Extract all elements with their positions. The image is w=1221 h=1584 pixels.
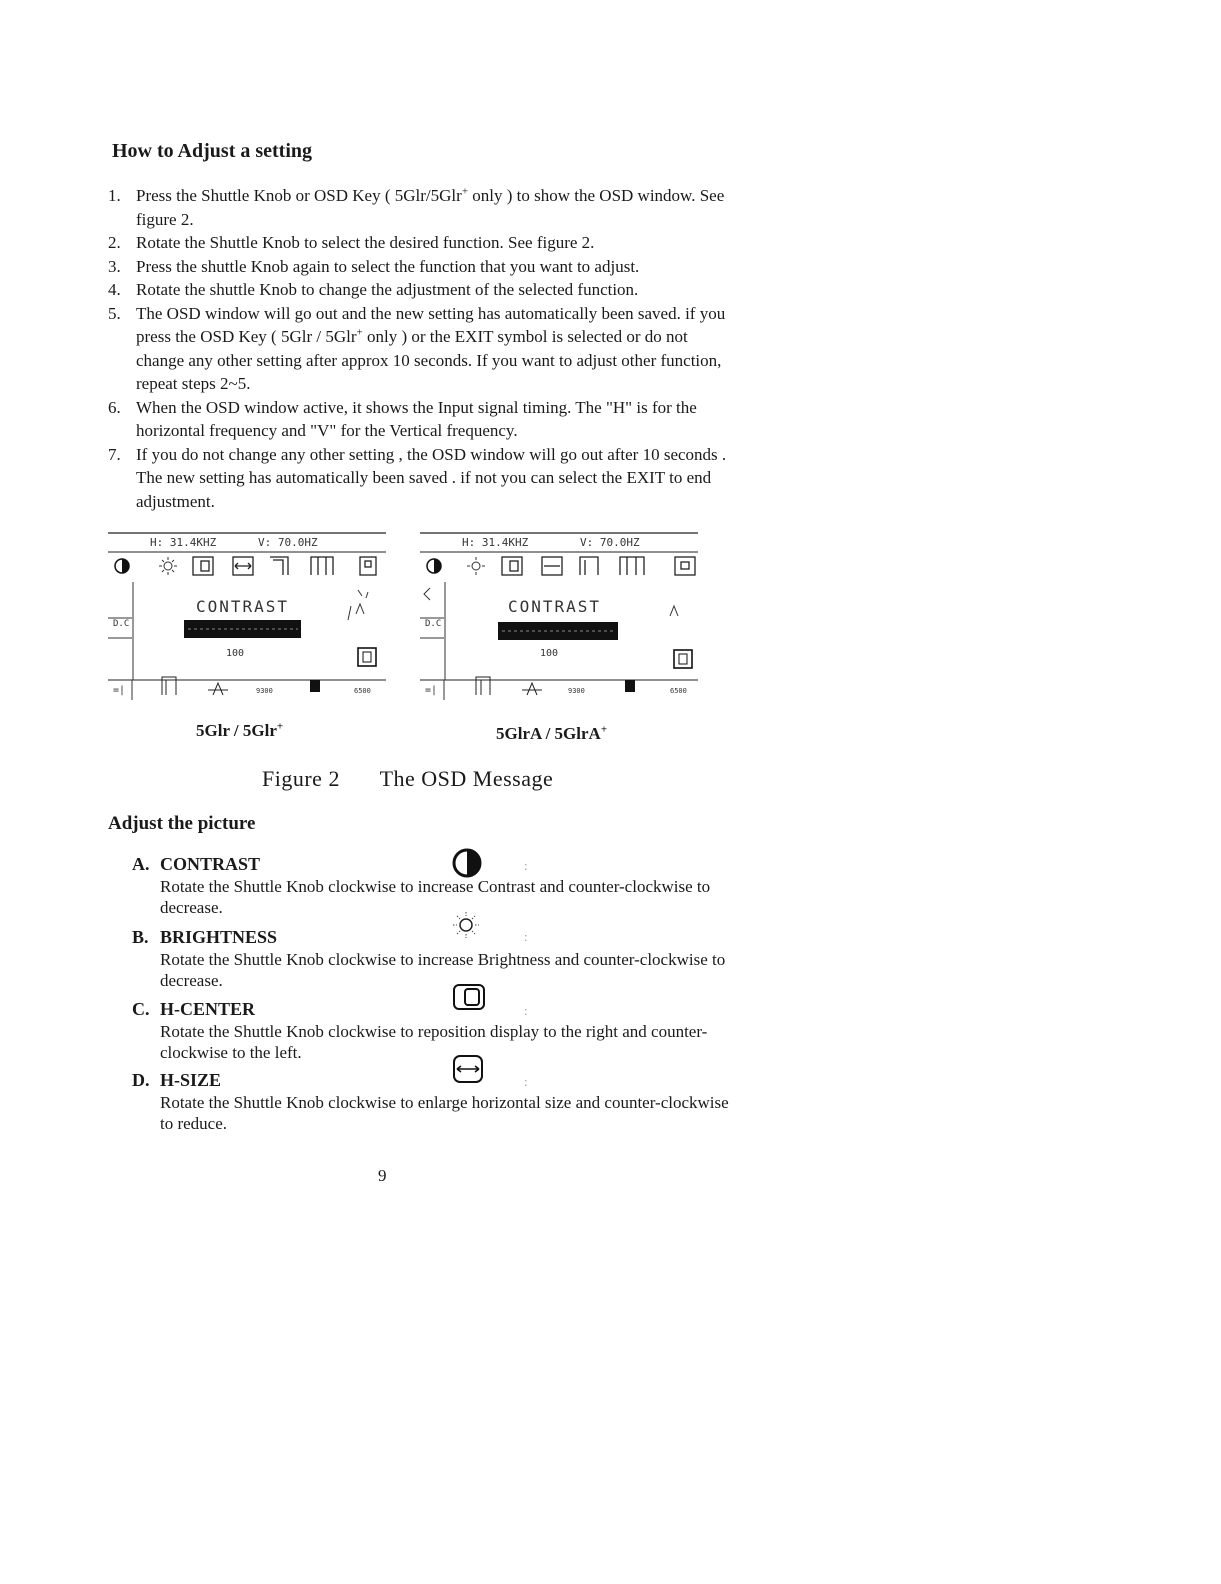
list-item: B. BRIGHTNESS Rotate the Shuttle Knob clockwise to increase Brightness and counter-clockwise to decrease. : [132, 925, 732, 997]
page-number: 9 [378, 1166, 387, 1185]
list-item: 2. Rotate the Shuttle Knob to select the desired function. See figure 2. [108, 233, 595, 252]
osd-v-frequency: V: 70.0HZ [580, 536, 640, 549]
osd-value: 100 [540, 648, 559, 659]
section-title-adjust-picture: Adjust the picture [108, 813, 256, 834]
osd-value: 100 [226, 648, 245, 659]
v-size-icon [620, 557, 644, 575]
caption-right: 5GlrA / 5GlrA+ [496, 723, 608, 743]
h-size-icon [233, 557, 253, 575]
osd-h-frequency: H: 31.4KHZ [462, 536, 529, 549]
svg-text:=|: =| [113, 685, 126, 696]
contrast-icon [427, 559, 441, 573]
osd-h-frequency: H: 31.4KHZ [150, 536, 217, 549]
brightness-icon [467, 557, 485, 575]
osd-window-5glr [108, 530, 388, 700]
contrast-icon [115, 559, 129, 573]
figure-label: Figure 2 [262, 766, 340, 791]
h-size-icon [542, 557, 562, 575]
list-item: D. H-SIZE Rotate the Shuttle Knob clockwise to enlarge horizontal size and counter-clockwise to reduce. : [132, 1068, 732, 1138]
geometry-icon [675, 557, 695, 575]
list-item: C. H-CENTER Rotate the Shuttle Knob clockwise to reposition display to the right and counter-clockwise to the left. : [132, 997, 732, 1068]
figure-caption [262, 766, 553, 792]
svg-text:D.C: D.C [425, 619, 442, 629]
svg-text:=|: =| [425, 685, 438, 696]
osd-window-5glra [420, 530, 700, 700]
list-item: 1. Press the Shuttle Knob or OSD Key ( 5Glr/5Glr+ only ) to show the OSD window. See figure 2. [108, 185, 725, 229]
brightness-icon [450, 909, 482, 941]
list-item: 3. Press the shuttle Knob again to select the function that you want to adjust. [108, 256, 640, 276]
osd-function-label: CONTRAST [508, 597, 602, 616]
section-title-adjust-setting: How to Adjust a setting [112, 140, 313, 162]
h-center-icon [502, 557, 522, 575]
brightness-icon [159, 557, 177, 575]
list-item: 5. The OSD window will go out and the new setting has automatically been saved. if you press the OSD Key ( 5Glr / 5Glr+ only ) or the EXIT symbol is selected or do not change any other setting after approx 10 seconds. If you want to adjust other function, repeat steps 2~5. [108, 303, 726, 393]
contrast-icon [450, 846, 484, 880]
v-center-icon [270, 557, 288, 575]
h-center-icon [193, 557, 213, 575]
list-item: 6. When the OSD window active, it shows the Input signal timing. The "H" is for the horizontal frequency and "V" for the Vertical frequency. [108, 397, 697, 440]
svg-text:9300: 9300 [256, 687, 273, 695]
figure-title: The OSD Message [379, 766, 554, 791]
list-item: 4. Rotate the shuttle Knob to change the adjustment of the selected function. [108, 280, 639, 299]
svg-text:D.C: D.C [113, 619, 130, 629]
geometry-icon [360, 557, 376, 575]
v-size-icon [311, 557, 333, 575]
svg-text:6500: 6500 [354, 687, 371, 695]
v-center-icon [580, 557, 598, 575]
svg-text:9300: 9300 [568, 687, 585, 695]
svg-text:6500: 6500 [670, 687, 687, 695]
caption-left: 5Glr / 5Glr+ [196, 720, 284, 740]
osd-v-frequency: V: 70.0HZ [258, 536, 318, 549]
h-size-icon [452, 1054, 486, 1086]
steps-list [108, 184, 738, 513]
osd-function-label: CONTRAST [196, 597, 290, 616]
list-item: 7. If you do not change any other setting , the OSD window will go out after 10 seconds . The new setting has automatically been saved . if not you can select the EXIT to end adjustment. [108, 444, 727, 511]
list-item: A. CONTRAST Rotate the Shuttle Knob clockwise to increase Contrast and counter-clockwise to decrease. : [132, 852, 732, 925]
adjust-items [132, 852, 732, 1138]
h-center-icon [452, 983, 488, 1013]
